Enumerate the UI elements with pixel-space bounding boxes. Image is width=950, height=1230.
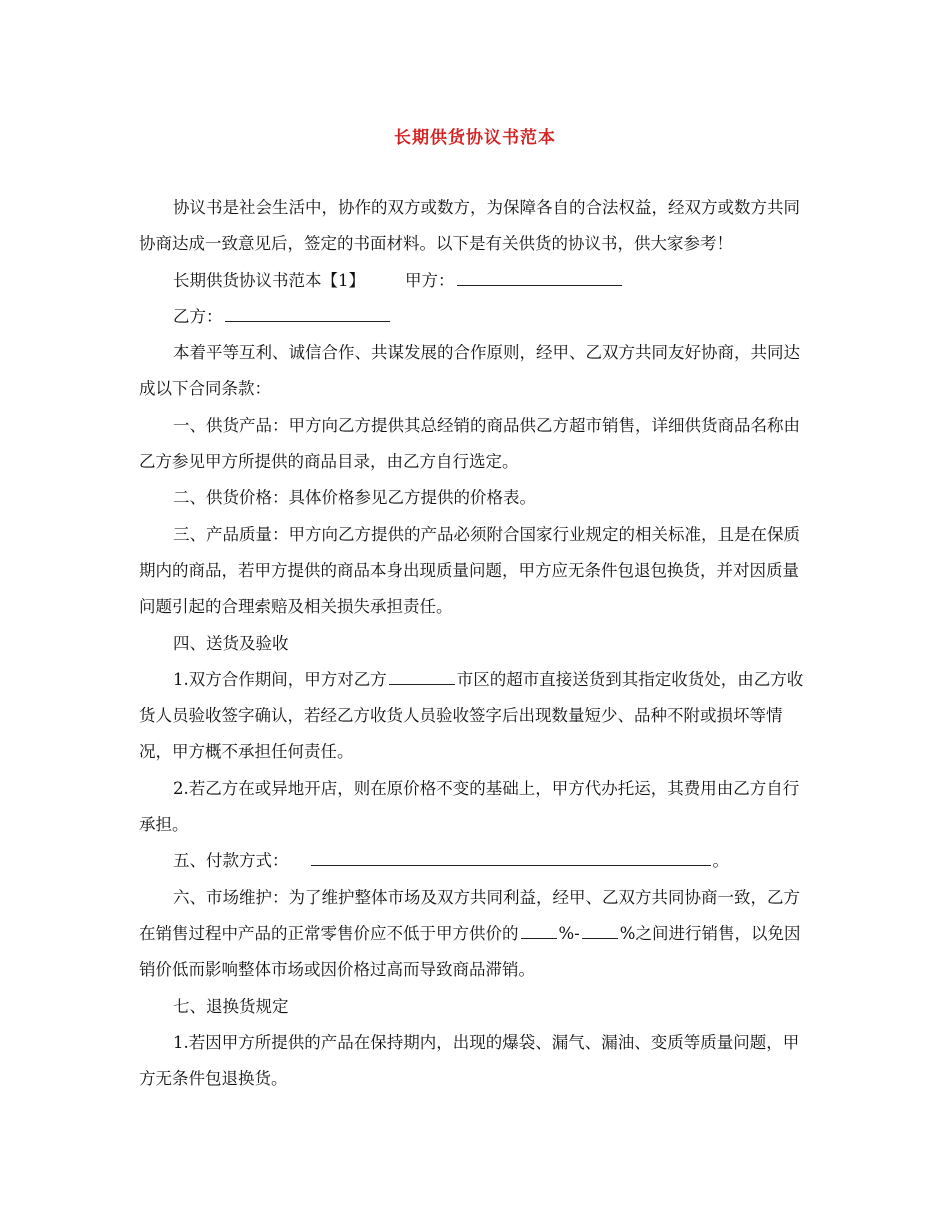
clause-4-heading: 四、送货及验收 [173, 633, 289, 653]
party-b-line [139, 299, 811, 335]
city-blank [389, 662, 455, 685]
sample-heading-line [139, 263, 811, 299]
clause-5-end: 。 [712, 851, 729, 871]
party-a-blank [457, 263, 622, 286]
clause-6-text-b: %之间进行销售，以免因销价低而影响整体市场或因价格过高而导致商品滞销。 [139, 923, 801, 980]
clause-6 [139, 880, 811, 989]
percent-min-blank [521, 916, 557, 939]
party-b-blank [225, 299, 390, 322]
document-body [139, 190, 811, 1097]
clause-6-text-a: 六、市场维护：为了维护整体市场及双方共同利益，经甲、乙双方共同协商一致，乙方在销售过程中产品的正常零售价应不低于甲方供价的 [139, 887, 800, 943]
percent-max-blank [582, 916, 618, 939]
clause-3: 三、产品质量：甲方向乙方提供的产品必须附合国家行业规定的相关标准，且是在保质期内的商品，若甲方提供的商品本身出现质量问题，甲方应无条件包退包换货，并对因质量问题引起的合理索赔及相关损失承担责任。 [139, 524, 800, 617]
intro-paragraph: 协议书是社会生活中，协作的双方或数方，为保障各自的合法权益，经双方或数方共同协商达成一致意见后，签定的书面材料。以下是有关供货的协议书，供大家参考！ [139, 198, 800, 254]
clause-1: 一、供货产品：甲方向乙方提供其总经销的商品供乙方超市销售，详细供货商品名称由乙方参见甲方所提供的商品目录，由乙方自行选定。 [139, 415, 800, 472]
clause-7-1: 1.若因甲方所提供的产品在保持期内，出现的爆袋、漏气、漏油、变质等质量问题，甲方无条件包退换货。 [139, 1032, 800, 1089]
clause-2: 二、供货价格：具体价格参见乙方提供的价格表。 [173, 488, 536, 508]
clause-4-2: 2.若乙方在或异地开店，则在原价格不变的基础上，甲方代办托运，其费用由乙方自行承担。 [139, 778, 800, 835]
party-b-label: 乙方： [173, 306, 223, 326]
clause-4-1-text-a: 1.双方合作期间，甲方对乙方 [173, 669, 387, 689]
clause-5-label: 五、付款方式： [173, 851, 289, 871]
clause-4-1 [139, 662, 811, 771]
clause-7-heading: 七、退换货规定 [173, 996, 289, 1016]
clause-6-text-mid: %- [558, 923, 580, 943]
party-a-label: 甲方： [405, 270, 455, 290]
clause-4-1-text-b: 市区的超市直接送货到其指定收货处，由乙方收货人员验收签字确认，若经乙方收货人员验收签字后出现数量短少、品种不附或损坏等情况，甲方概不承担任何责任。 [139, 669, 804, 762]
document-title: 长期供货协议书范本 [394, 128, 556, 148]
clause-5 [139, 843, 811, 879]
sample-heading: 长期供货协议书范本【1】 [173, 270, 365, 290]
payment-method-blank [311, 843, 711, 866]
preamble-paragraph: 本着平等互利、诚信合作、共谋发展的合作原则，经甲、乙双方共同友好协商，共同达成以下合同条款： [139, 343, 800, 399]
